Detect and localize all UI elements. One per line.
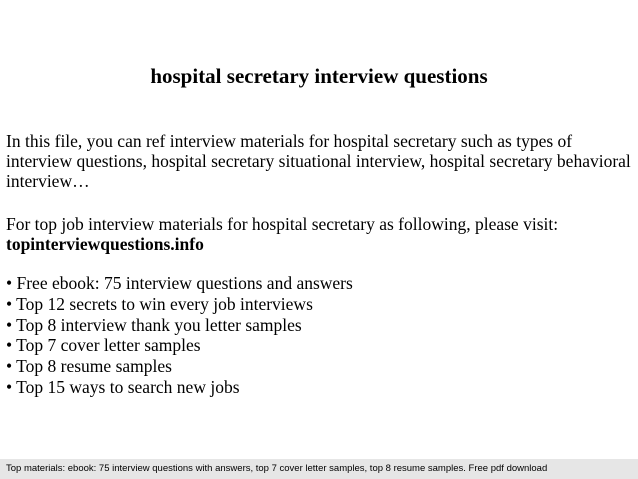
slide-title: hospital secretary interview questions — [150, 64, 488, 88]
list-item: • Top 15 ways to search new jobs — [6, 377, 240, 397]
intro-paragraph: In this file, you can ref interview materials for hospital secretary such as types of interview questions, hospital secretary situational interview, hospital secretary behavioral interview… — [6, 131, 631, 191]
list-item: • Top 7 cover letter samples — [6, 335, 201, 355]
list-item: • Top 8 interview thank you letter samples — [6, 315, 302, 335]
materials-list — [6, 273, 632, 398]
visit-text: For top job interview materials for hospital secretary as following, please visit: — [6, 214, 559, 234]
site-link[interactable]: topinterviewquestions.info — [6, 234, 204, 254]
list-item: • Free ebook: 75 interview questions and answers — [6, 273, 353, 293]
footer-bar: Top materials: ebook: 75 interview questions with answers, top 7 cover letter samples, top 8 resume samples. Free pdf download — [0, 459, 638, 479]
list-item: • Top 8 resume samples — [6, 356, 172, 376]
visit-paragraph — [6, 214, 632, 254]
list-item: • Top 12 secrets to win every job interviews — [6, 294, 313, 314]
